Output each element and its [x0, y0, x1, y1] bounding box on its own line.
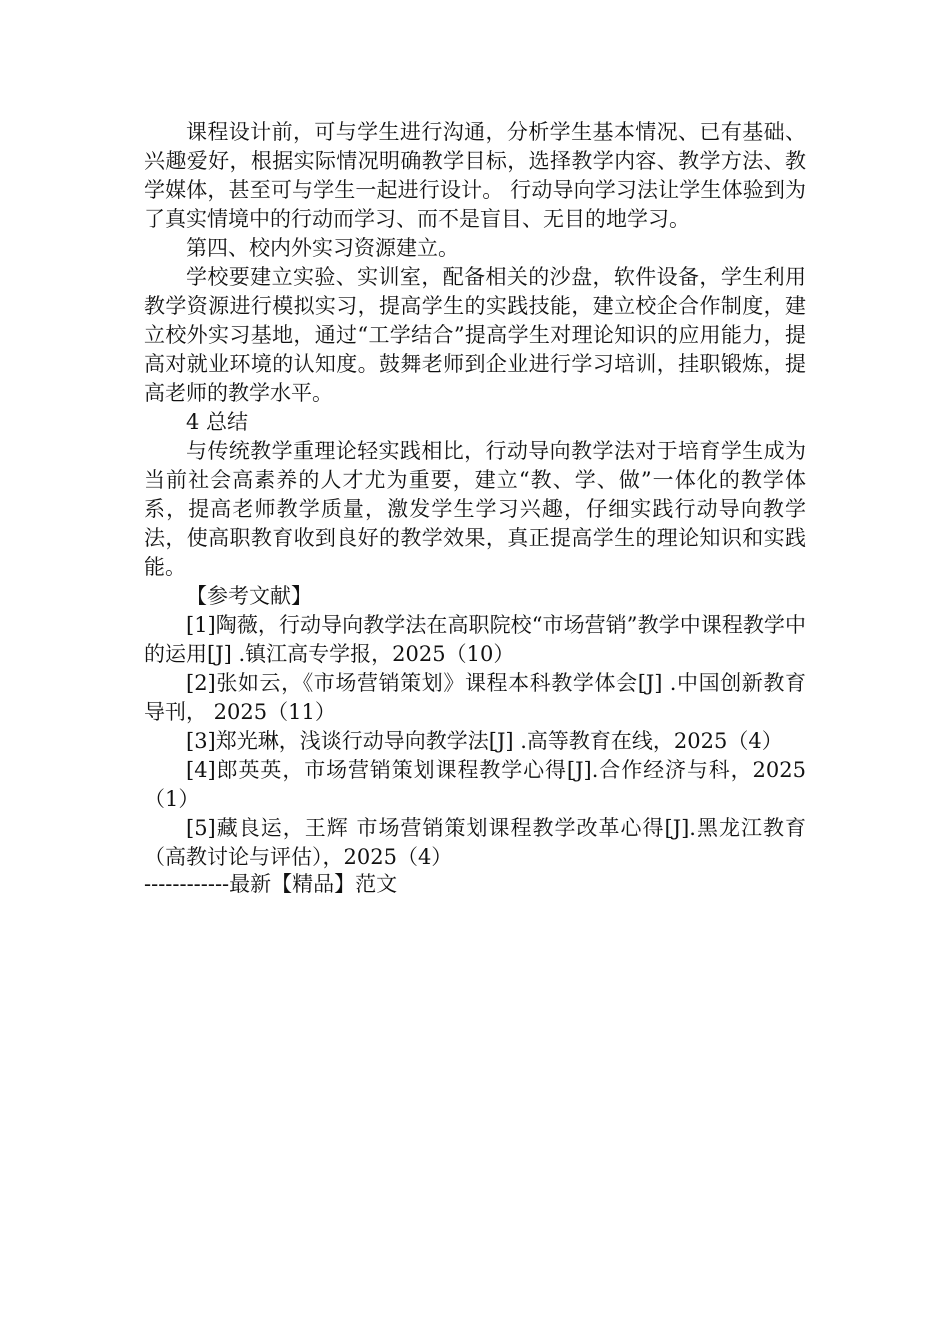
reference-item-3: [3]郑光琳，浅谈行动导向教学法[J] .高等教育在线，2025（4） — [186, 729, 783, 753]
footer-tagline: ------------最新【精品】范文 — [144, 872, 398, 896]
section-heading-internship-resources: 第四、校内外实习资源建立。 — [186, 236, 459, 260]
reference-item-5: [5]藏良运，王辉 市场营销策划课程教学改革心得[J].黑龙江教育（高教讨论与评估），2025（4） — [144, 816, 806, 869]
reference-item-4: [4]郎英英，市场营销策划课程教学心得[J].合作经济与科，2025（1） — [144, 758, 806, 811]
section-heading-summary: 4 总结 — [186, 410, 249, 434]
paragraph-summary: 与传统教学重理论轻实践相比，行动导向教学法对于培育学生成为当前社会高素养的人才尤为重要，建立“教、学、做”一体化的教学体系，提高老师教学质量，激发学生学习兴趣，仔细实践行动导向教学法，使高职教育收到良好的教学效果，真正提高学生的理论知识和实践能。 — [144, 439, 806, 579]
references-heading: 【参考文献】 — [186, 584, 312, 608]
paragraph-course-design: 课程设计前，可与学生进行沟通，分析学生基本情况、已有基础、兴趣爱好，根据实际情况明确教学目标，选择教学内容、教学方法、教学媒体，甚至可与学生一起进行设计。 行动导向学习法让学生体验到为了真实情境中的行动而学习、而不是盲目、无目的地学习。 — [144, 120, 806, 231]
document-body — [144, 118, 806, 872]
reference-item-2: [2]张如云，《市场营销策划》课程本科教学体会[J] .中国创新教育导刊， 2025（11） — [144, 671, 806, 724]
paragraph-internship-resources: 学校要建立实验、实训室，配备相关的沙盘，软件设备，学生利用教学资源进行模拟实习，提高学生的实践技能，建立校企合作制度，建立校外实习基地，通过“工学结合”提高学生对理论知识的应用能力，提高对就业环境的认知度。鼓舞老师到企业进行学习培训，挂职锻炼，提高老师的教学水平。 — [144, 265, 806, 405]
reference-item-1: [1]陶薇，行动导向教学法在高职院校“市场营销”教学中课程教学中的运用[J] .镇江高专学报，2025（10） — [144, 613, 806, 666]
